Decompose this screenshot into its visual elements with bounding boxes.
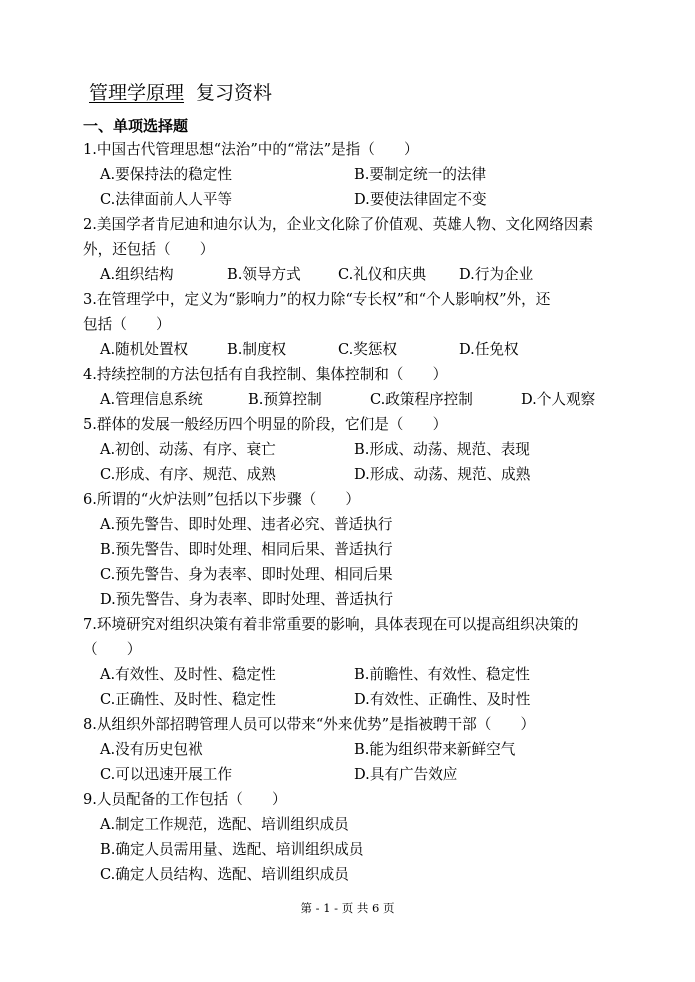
question-3-option-c: C.奖惩权 — [338, 341, 398, 358]
question-7-option-d: D.有效性、正确性、及时性 — [354, 691, 531, 708]
document-title — [83, 82, 272, 104]
question-5-option-d: D.形成、动荡、规范、成熟 — [354, 466, 531, 483]
question-5-option-a: A.初创、动荡、有序、衰亡 — [100, 441, 276, 458]
question-5-option-c: C.形成、有序、规范、成熟 — [100, 466, 276, 483]
question-7-text-cont: （ ） — [83, 641, 142, 658]
page-footer: 第 - 1 - 页 共 6 页 — [300, 901, 395, 915]
question-7-option-a: A.有效性、及时性、稳定性 — [100, 666, 276, 683]
question-1-text: 1.中国古代管理思想“法治”中的“常法”是指（ ） — [83, 141, 419, 158]
question-3-option-a: A.随机处置权 — [100, 341, 189, 358]
question-1-option-a: A.要保持法的稳定性 — [100, 166, 232, 183]
question-2-text-cont: 外，还包括（ ） — [83, 241, 215, 258]
question-3-option-b: B.制度权 — [227, 341, 287, 358]
question-3-text-cont: 包括（ ） — [83, 316, 171, 333]
question-9-option-c: C.确定人员结构、选配、培训组织成员 — [100, 866, 349, 883]
question-8-option-b: B.能为组织带来新鲜空气 — [354, 741, 516, 758]
question-1-option-d: D.要使法律固定不变 — [354, 191, 487, 208]
title-suffix: 复习资料 — [196, 82, 273, 104]
question-6-option-c: C.预先警告、身为表率、即时处理、相同后果 — [100, 566, 393, 583]
question-3-text: 3.在管理学中，定义为“影响力”的权力除“专长权”和“个人影响权”外，还 — [83, 291, 551, 308]
question-6-option-a: A.预先警告、即时处理、违者必究、普适执行 — [100, 516, 393, 533]
section-heading: 一、单项选择题 — [83, 117, 189, 135]
question-2-option-d: D.行为企业 — [459, 266, 534, 283]
question-3-option-d: D.任免权 — [459, 341, 519, 358]
question-8-text: 8.从组织外部招聘管理人员可以带来“外来优势”是指被聘干部（ ） — [83, 716, 536, 733]
question-5-option-b: B.形成、动荡、规范、表现 — [354, 441, 530, 458]
question-8-option-d: D.具有广告效应 — [354, 766, 458, 783]
question-6-option-b: B.预先警告、即时处理、相同后果、普适执行 — [100, 541, 393, 558]
question-4-option-d: D.个人观察 — [521, 391, 596, 408]
question-2-text: 2.美国学者肯尼迪和迪尔认为，企业文化除了价值观、英雄人物、文化网络因素 — [83, 216, 594, 233]
question-8-option-a: A.没有历史包袱 — [100, 741, 203, 758]
question-4-option-a: A.管理信息系统 — [100, 391, 203, 408]
question-7-option-c: C.正确性、及时性、稳定性 — [100, 691, 276, 708]
question-8-option-c: C.可以迅速开展工作 — [100, 766, 233, 783]
question-2-option-b: B.领导方式 — [227, 266, 301, 283]
question-9-option-a: A.制定工作规范，选配、培训组织成员 — [100, 816, 349, 833]
course-title: 管理学原理 — [89, 82, 185, 104]
question-5-text: 5.群体的发展一般经历四个明显的阶段，它们是（ ） — [83, 416, 448, 433]
question-9-text: 9.人员配备的工作包括（ ） — [83, 791, 287, 808]
question-6-option-d: D.预先警告、身为表率、即时处理、普适执行 — [100, 591, 394, 608]
question-1-option-c: C.法律面前人人平等 — [100, 191, 233, 208]
question-2-option-a: A.组织结构 — [100, 266, 174, 283]
question-9-option-b: B.确定人员需用量、选配、培训组织成员 — [100, 841, 364, 858]
question-2-option-c: C.礼仪和庆典 — [338, 266, 427, 283]
question-6-text: 6.所谓的“火炉法则”包括以下步骤（ ） — [83, 491, 360, 508]
question-7-text: 7.环境研究对组织决策有着非常重要的影响，具体表现在可以提高组织决策的 — [83, 616, 579, 633]
question-4-text: 4.持续控制的方法包括有自我控制、集体控制和（ ） — [83, 366, 448, 383]
question-1-option-b: B.要制定统一的法律 — [354, 166, 487, 183]
question-4-option-c: C.政策程序控制 — [370, 391, 473, 408]
question-7-option-b: B.前瞻性、有效性、稳定性 — [354, 666, 530, 683]
question-4-option-b: B.预算控制 — [248, 391, 322, 408]
